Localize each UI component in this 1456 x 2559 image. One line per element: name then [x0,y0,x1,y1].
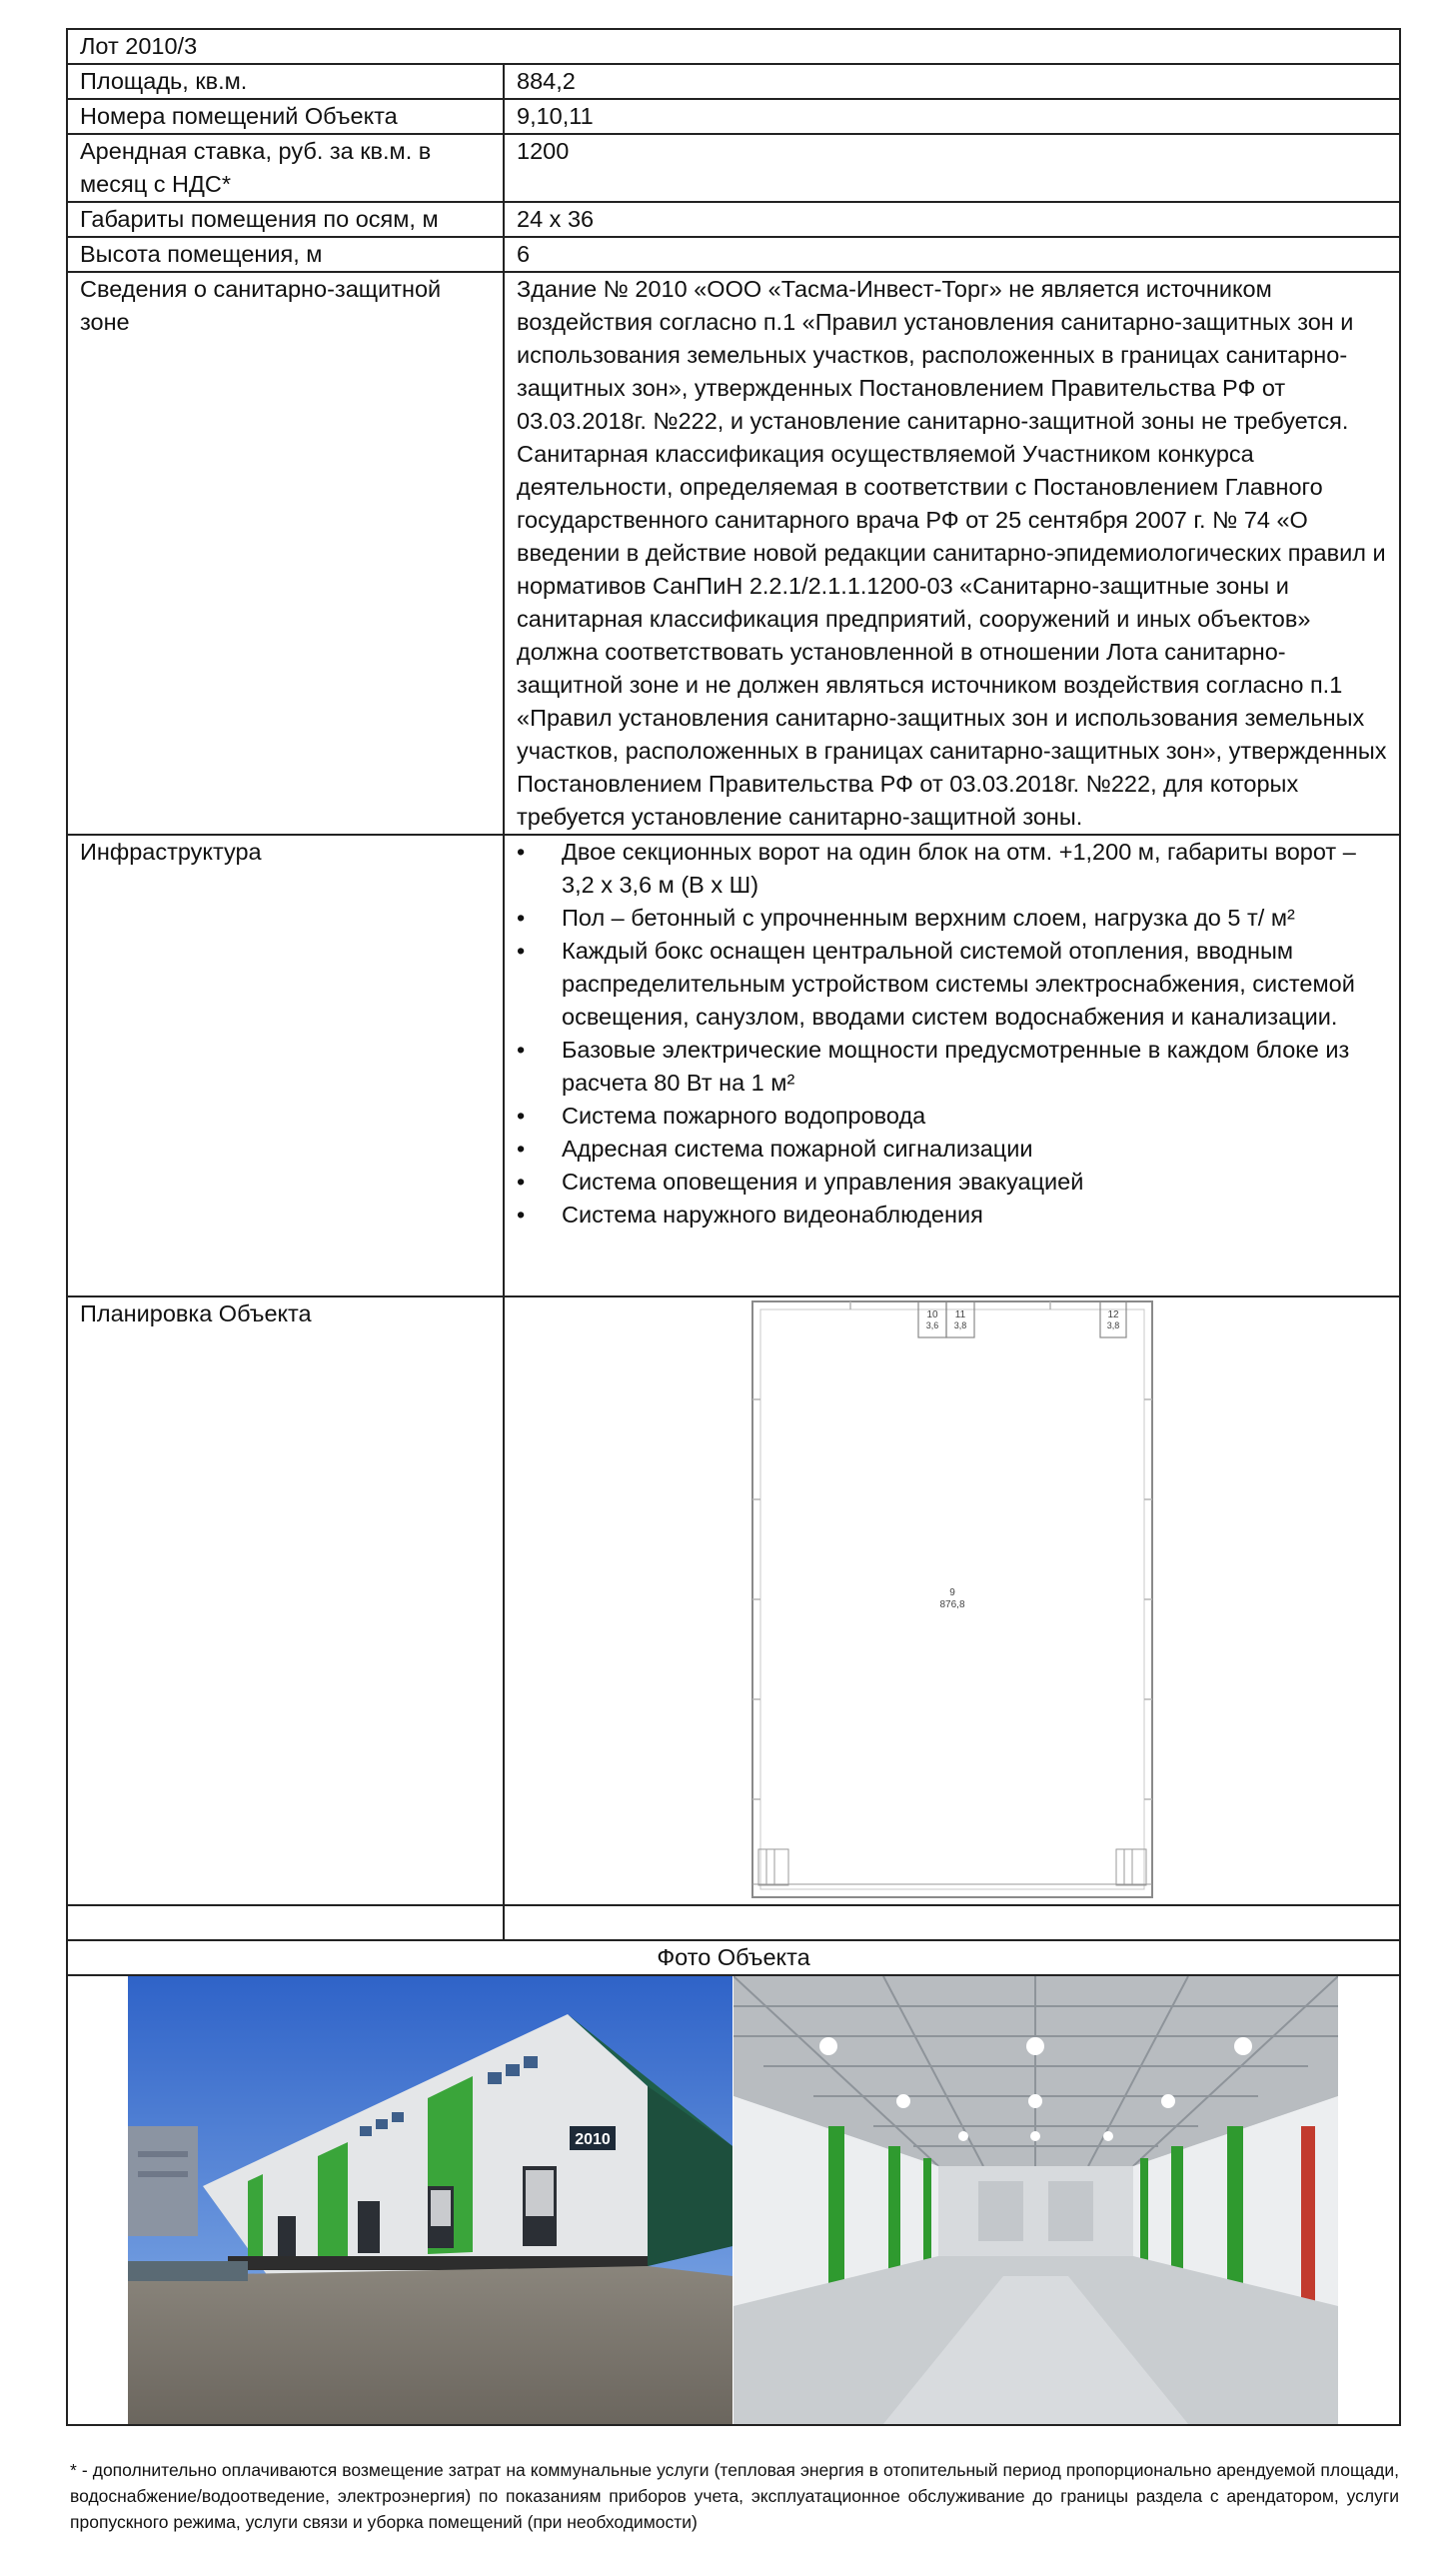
dimensions-value: 24 х 36 [504,202,1400,237]
empty-row [67,1905,1400,1940]
photos-title: Фото Объекта [67,1940,1400,1975]
dimensions-label: Габариты помещения по осям, м [67,202,504,237]
infrastructure-list [517,836,1387,1232]
footnote: * - дополнительно оплачиваются возмещение затрат на коммунальные услуги (тепловая энергия в отопительный период пропорционально арендуемой площади, водоснабжение/водоотведение, электроэнергия) по показаниям приборов учета, эксплуатационное обслуживание до границы раздела с арендатором, услуги пропускного режима, услуги связи и уборка помещений (при необходимости) [70,2460,1399,2532]
infrastructure-item: • Двое секционных ворот на один блок на отм. +1,200 м, габариты ворот – 3,2 х 3,6 м (В х Ш) [517,836,1387,902]
infrastructure-list-cell [504,835,1400,1296]
height-row [67,237,1400,272]
infrastructure-label: Инфраструктура [67,835,504,1296]
infrastructure-row [67,835,1400,1296]
infrastructure-item: • Система пожарного водопровода [517,1100,1387,1133]
room-numbers-row [67,99,1400,134]
photos-row [67,1975,1400,2425]
room-11-number: 11 [954,1309,966,1320]
empty-cell [67,1905,504,1940]
infrastructure-item: • Каждый бокс оснащен центральной системой отопления, вводным распределительным устройством системы электроснабжения, системой освещения, санузлом, вводами систем водоснабжения и канализации. [517,935,1387,1034]
floor-plan-drawing [750,1299,1154,1901]
room-9-number: 9 [949,1587,955,1598]
area-value: 884,2 [504,64,1400,99]
photos-cell [67,1975,1400,2425]
sanitary-zone-row [67,272,1400,835]
area-row [67,64,1400,99]
infrastructure-item: • Система наружного видеонаблюдения [517,1199,1387,1232]
area-label: Площадь, кв.м. [67,64,504,99]
dimensions-row [67,202,1400,237]
photos-title-row [67,1940,1400,1975]
lot-title: Лот 2010/3 [67,29,1400,64]
lot-table [66,28,1401,2426]
rent-rate-value: 1200 [504,134,1400,202]
building-sign: 2010 [575,2131,611,2148]
room-10-area: 3,6 [925,1320,939,1330]
room-11-area: 3,8 [953,1320,967,1330]
infrastructure-item: • Пол – бетонный с упрочненным верхним слоем, нагрузка до 5 т/ м² [517,902,1387,935]
room-12-area: 3,8 [1106,1320,1120,1330]
room-numbers-value: 9,10,11 [504,99,1400,134]
floor-plan-cell [504,1296,1400,1905]
infrastructure-item: • Адресная система пожарной сигнализации [517,1133,1387,1166]
sanitary-zone-label: Сведения о санитарно-защитной зоне [67,272,504,835]
floor-plan-row [67,1296,1400,1905]
warehouse-interior-photo [733,1976,1338,2424]
room-10-number: 10 [926,1309,938,1320]
height-value: 6 [504,237,1400,272]
infrastructure-item: • Базовые электрические мощности предусмотренные в каждом блоке из расчета 80 Вт на 1 м² [517,1034,1387,1100]
height-label: Высота помещения, м [67,237,504,272]
lot-title-row [67,29,1400,64]
infrastructure-item: • Система оповещения и управления эвакуацией [517,1166,1387,1199]
room-9-area: 876,8 [939,1599,965,1610]
floor-plan-label: Планировка Объекта [67,1296,504,1905]
sanitary-zone-text: Здание № 2010 «ООО «Тасма-Инвест-Торг» не является источником воздействия согласно п.1 «Правил установления санитарно-защитных зон и использования земельных участков, расположенных в границах санитарно-защитных зон», утвержденных Постановлением Правительства РФ от 03.03.2018г. №222, и установление санитарно-защитной зоны не требуется. Санитарная классификация осуществляемой Участником конкурса деятельности, определяемая в соответствии с Постановлением Главного государственного санитарного врача РФ от 25 сентября 2007 г. № 74 «О введении в действие новой редакции санитарно-эпидемиологических правил и нормативов СанПиН 2.2.1/2.1.1.1200-03 «Санитарно-защитные зоны и санитарная классификация предприятий, сооружений и иных объектов» должна соответствовать установленной в отношении Лота санитарно-защитной зоне и не должен являться источником воздействия согласно п.1 «Правил установления санитарно-защитных зон и использования земельных участков, расположенных в границах санитарно-защитных зон», утвержденных Постановлением Правительства РФ от 03.03.2018г. №222, для которых требуется установление санитарно-защитной зоны. [504,272,1400,835]
room-numbers-label: Номера помещений Объекта [67,99,504,134]
rent-rate-row [67,134,1400,202]
rent-rate-label: Арендная ставка, руб. за кв.м. в месяц с НДС* [67,134,504,202]
room-12-number: 12 [1107,1309,1119,1320]
building-exterior-photo [128,1976,732,2424]
empty-cell [504,1905,1400,1940]
